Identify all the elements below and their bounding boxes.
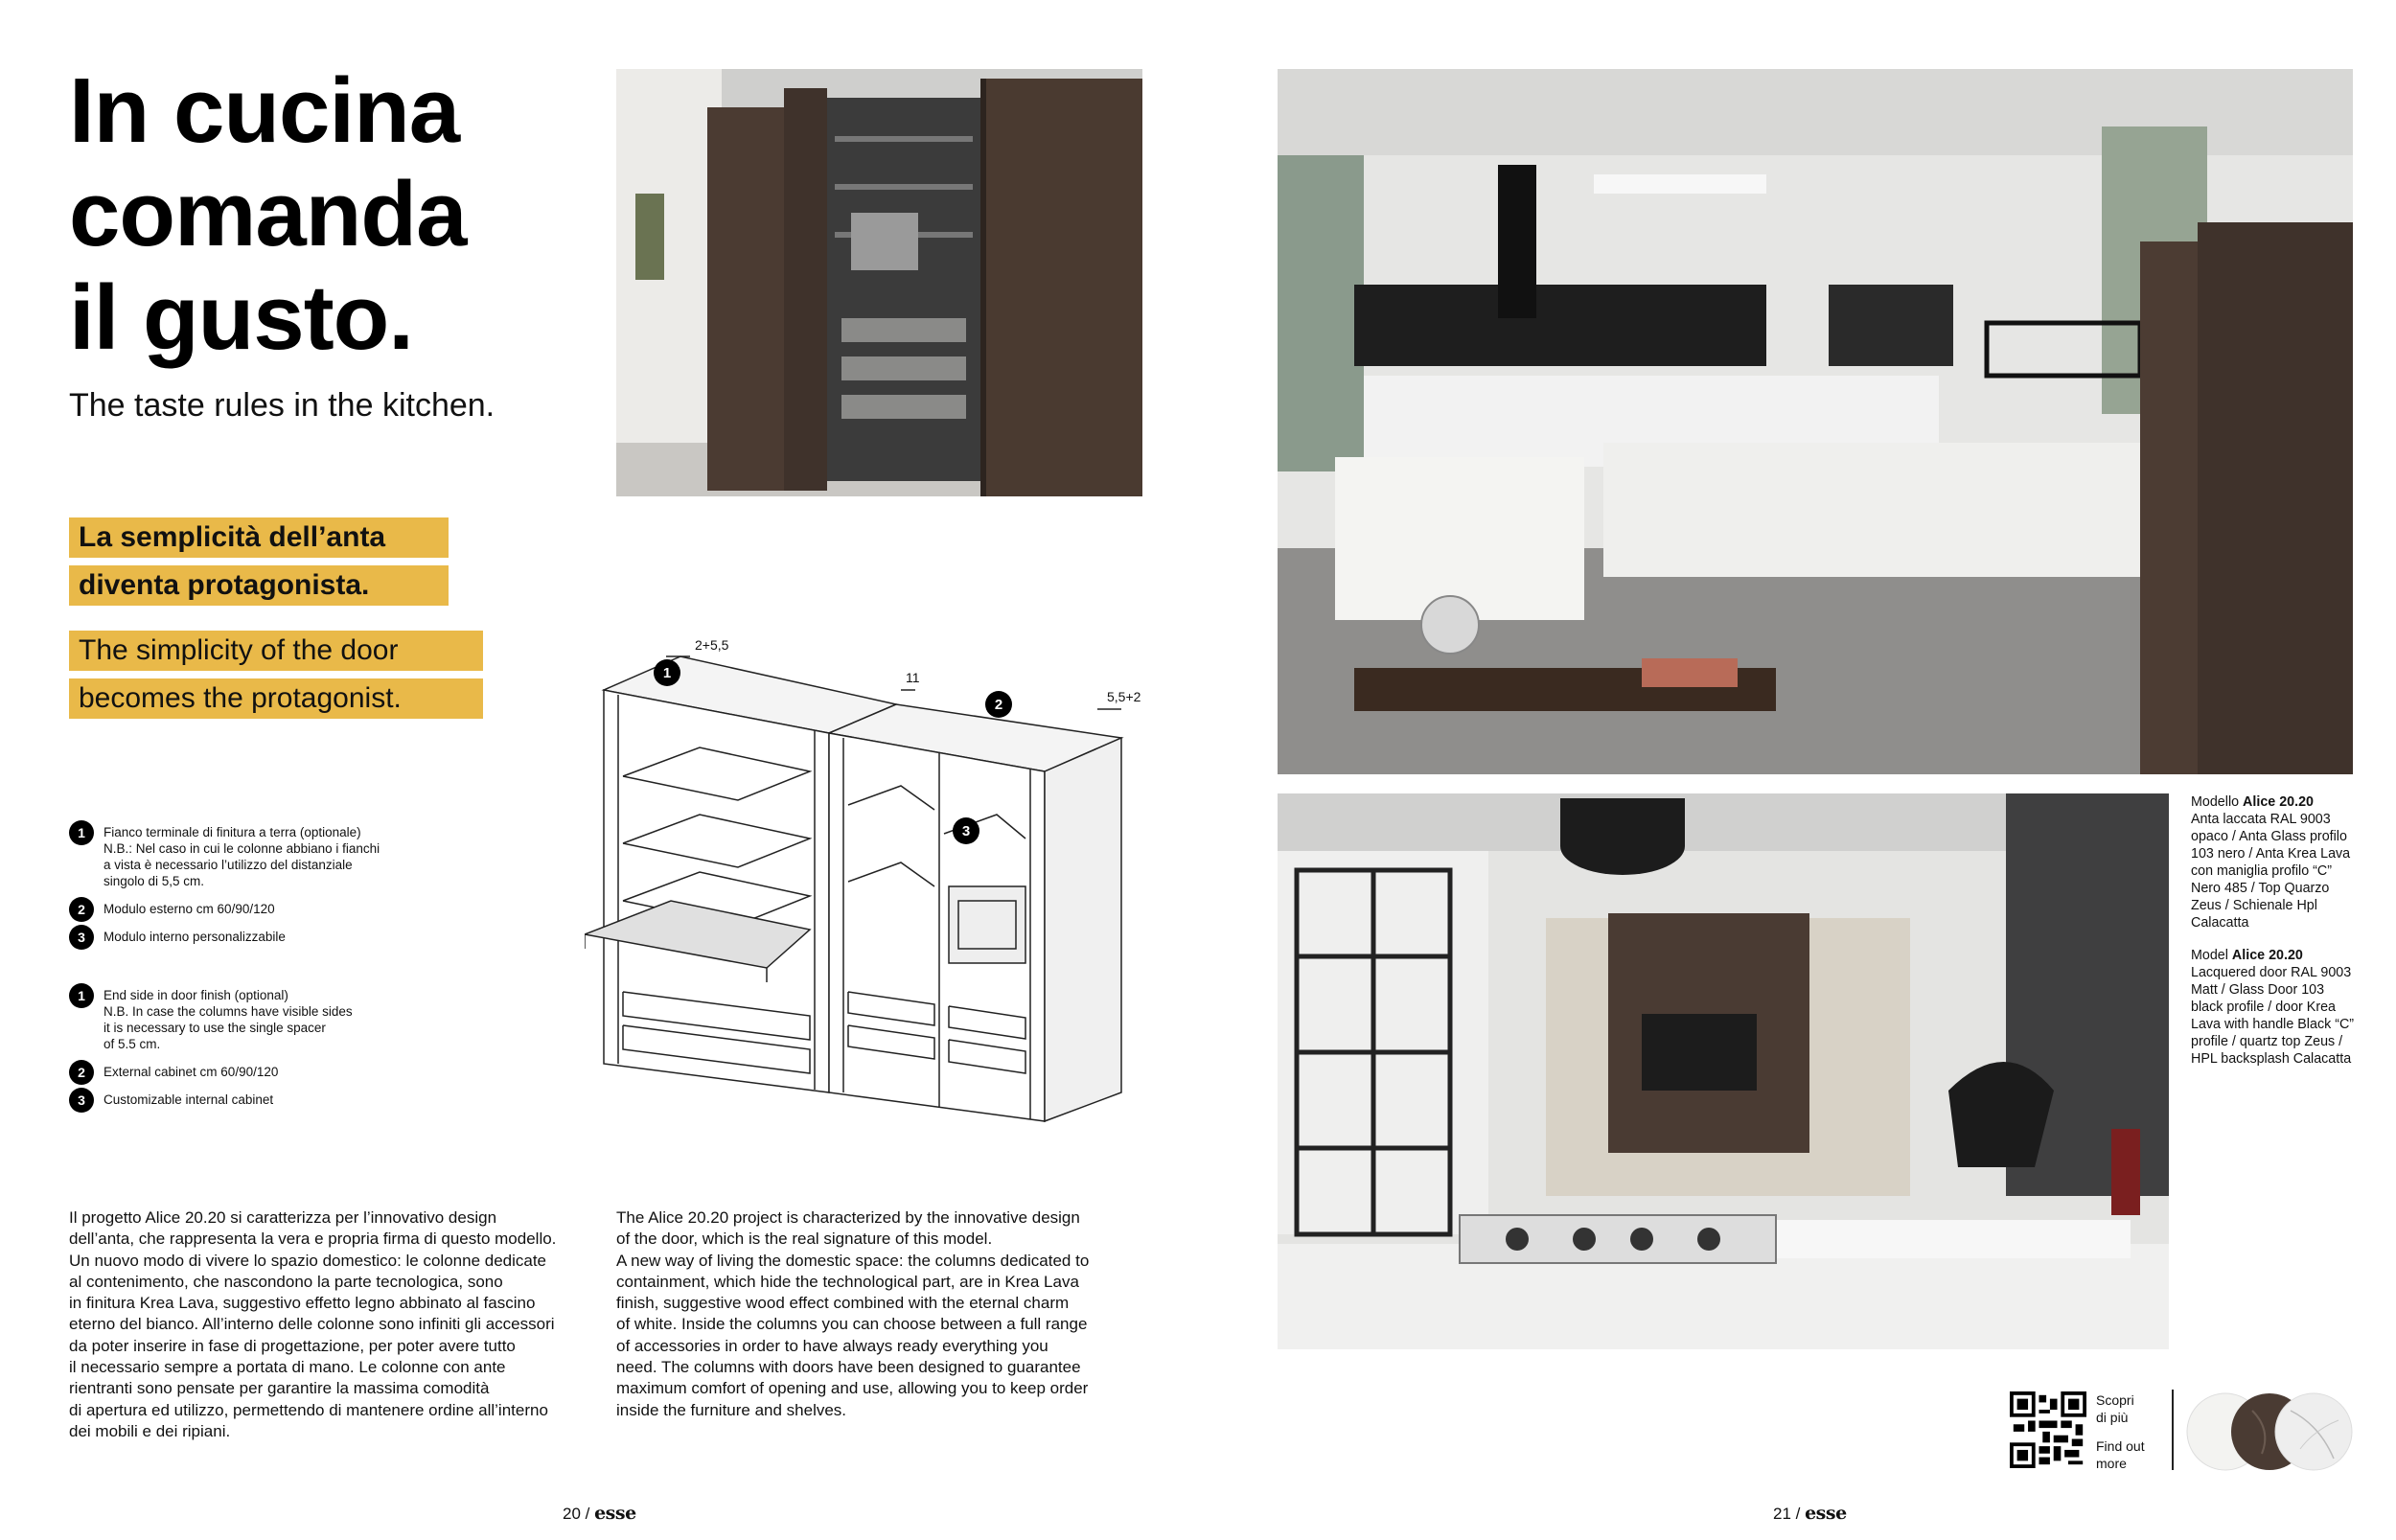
- dim-label-a: 2+5,5: [695, 637, 729, 653]
- qr-link-text[interactable]: [2096, 1391, 2145, 1472]
- finish-swatches: [2185, 1391, 2353, 1472]
- highlight-english: [69, 631, 483, 726]
- caption-english: [2191, 947, 2359, 1068]
- highlight-it-line-1: La semplicità dell’anta: [69, 517, 449, 558]
- legend-en-item: [69, 987, 452, 1052]
- caption-text: Anta laccata RAL 9003 opaco / Anta Glass profilo 103 nero / Anta Krea Lava con maniglia profilo “C” Nero 485 / Top Quarzo Zeus / Schienale Hpl Calacatta: [2191, 812, 2351, 931]
- dim-label-b: 11: [906, 670, 920, 685]
- legend-english: [69, 987, 452, 1119]
- legend-text: Modulo interno personalizzabile: [104, 930, 286, 944]
- legend-number: 3: [69, 1088, 94, 1113]
- divider: [2172, 1390, 2174, 1470]
- page-number: 20 /: [563, 1505, 590, 1523]
- legend-number: 2: [69, 1060, 94, 1085]
- title-line-3: il gusto.: [69, 266, 413, 369]
- caption-model: Alice 20.20: [2231, 948, 2303, 963]
- page-number-right: [1773, 1503, 1847, 1524]
- legend-en-item: [69, 1092, 452, 1108]
- diagram-marker-3: 3: [961, 823, 971, 839]
- brand-logo: esse: [1805, 1503, 1847, 1524]
- product-caption: [2191, 793, 2359, 1083]
- body-text-italian: Il progetto Alice 20.20 si caratterizza per l’innovativo design dell’anta, che rappresenta la vera e propria firma di questo modello. Un nuovo modo di vivere lo spazio domestico: le colonne dedicate al contenimento, che nascondono la parte tecnologica, sono in finitura Krea Lava, suggestivo effetto legno abbinato al fascino eterno del bianco. All’interno delle colonne sono infiniti gli accessori da poter inserire in fase di progettazione, per poter avere tutto il necessario sempre a portata di mano. Le colonne con ante rientranti sono pensate per garantire la massima comodità di apertura ed utilizzo, permettendo di mantenere ordine all’interno dei mobili e dei ripiani.: [69, 1208, 557, 1440]
- legend-en-item: [69, 1064, 452, 1080]
- page-title: [69, 59, 606, 370]
- body-text-english: The Alice 20.20 project is characterized by the innovative design of the door, which is the real signature of this model. A new way of living the domestic space: the columns dedicated to containment, which hide the technological part, are in Krea Lava finish, suggestive wood effect combined with the eternal charm of white. Inside the columns you can choose between a full range of accessories in order to have always ready everything you need. The columns with doors have been designed to guarantee maximum comfort of opening and use, allowing you to keep order inside the furniture and shelves.: [616, 1208, 1090, 1419]
- dim-label-c: 5,5+2: [1107, 689, 1141, 704]
- photo-kitchen-island: [1278, 793, 2169, 1349]
- caption-text: Lacquered door RAL 9003 Matt / Glass Door 103 black profile / door Krea Lava with handle Black “C” profile / quartz top Zeus / HPL backsplash Calacatta: [2191, 965, 2355, 1067]
- caption-prefix: Modello: [2191, 794, 2244, 810]
- legend-text: Customizable internal cabinet: [104, 1092, 274, 1107]
- qr-it-line-2: di più: [2096, 1410, 2129, 1425]
- qr-en-line-1: Find out: [2096, 1438, 2145, 1454]
- caption-italian: [2191, 793, 2359, 931]
- caption-prefix: Model: [2191, 948, 2232, 963]
- legend-number: 3: [69, 925, 94, 950]
- legend-text: End side in door finish (optional) N.B. In case the columns have visible sides it is necessary to use the single spacer of 5.5 cm.: [104, 988, 353, 1051]
- legend-number: 1: [69, 820, 94, 845]
- diagram-marker-2: 2: [994, 697, 1003, 713]
- legend-number: 1: [69, 983, 94, 1008]
- qr-code-icon[interactable]: [2010, 1391, 2086, 1468]
- brand-logo: esse: [594, 1503, 636, 1524]
- title-line-1: In cucina: [69, 59, 460, 162]
- highlight-en-line-1: The simplicity of the door: [69, 631, 483, 671]
- highlight-en-line-2: becomes the protagonist.: [69, 678, 483, 719]
- qr-en-line-2: more: [2096, 1456, 2127, 1471]
- page-number-left: [563, 1503, 636, 1524]
- legend-it-item: [69, 929, 452, 945]
- highlight-it-line-2: diventa protagonista.: [69, 565, 449, 606]
- cabinet-diagram: [585, 613, 1169, 1131]
- title-line-2: comanda: [69, 163, 467, 265]
- legend-text: Modulo esterno cm 60/90/120: [104, 902, 275, 916]
- photo-column-cabinets: [616, 69, 1142, 496]
- photo-kitchen-wide: [1278, 69, 2353, 774]
- page-number: 21 /: [1773, 1505, 1801, 1523]
- legend-it-item: [69, 824, 452, 889]
- qr-it-line-1: Scopri: [2096, 1392, 2134, 1408]
- highlight-italian: [69, 517, 449, 613]
- legend-number: 2: [69, 897, 94, 922]
- legend-it-item: [69, 901, 452, 917]
- page-subtitle: The taste rules in the kitchen.: [69, 387, 495, 424]
- legend-italian: [69, 824, 452, 956]
- caption-model: Alice 20.20: [2243, 794, 2314, 810]
- legend-text: Fianco terminale di finitura a terra (optionale) N.B.: Nel caso in cui le colonne abbiano i fianchi a vista è necessario l’utilizzo del distanziale singolo di 5,5 cm.: [104, 825, 380, 888]
- diagram-marker-1: 1: [662, 665, 672, 681]
- legend-text: External cabinet cm 60/90/120: [104, 1065, 279, 1079]
